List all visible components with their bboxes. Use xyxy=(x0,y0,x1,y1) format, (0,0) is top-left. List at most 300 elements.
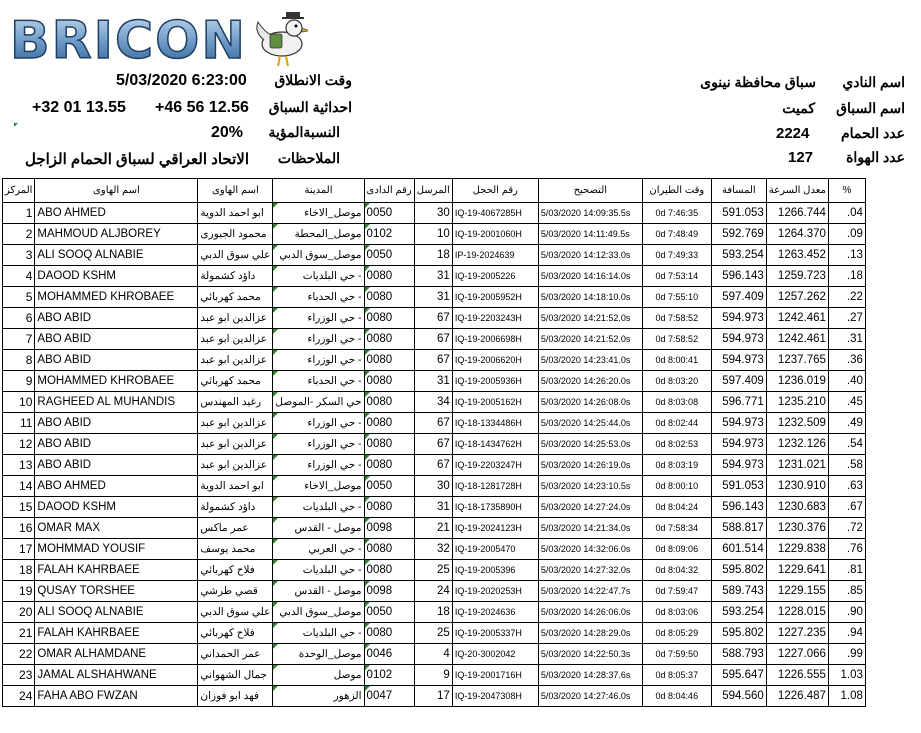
col-sent: المرسل xyxy=(414,179,452,203)
table-row xyxy=(3,518,866,539)
city-cell: موصل_الاخاء xyxy=(273,476,364,497)
fancier-name-ar-cell: عزالدين ابو عبد xyxy=(198,413,273,434)
corrected-time-cell: 5/03/2020 14:09:35.5s xyxy=(538,203,642,224)
col-rank: المركز xyxy=(3,179,35,203)
flight-time-cell: 0d 8:09:06 xyxy=(642,539,711,560)
city-cell: - حي العربي xyxy=(273,539,364,560)
club-number-cell: 0080 xyxy=(364,266,414,287)
speed-cell: 1232.509 xyxy=(766,413,828,434)
corrected-time-cell: 5/03/2020 14:21:52.0s xyxy=(538,329,642,350)
corrected-time-cell: 5/03/2020 14:28:29.0s xyxy=(538,623,642,644)
city-cell: - حي الوزراء xyxy=(273,455,364,476)
fancier-name-en-cell: MOHAMMED KHROBAEE xyxy=(35,371,198,392)
flight-time-cell: 0d 7:48:49 xyxy=(642,224,711,245)
fancier-name-en-cell: OMAR ALHAMDANE xyxy=(35,644,198,665)
table-row xyxy=(3,329,866,350)
rank-cell: 20 xyxy=(3,602,35,623)
percent-cell: .45 xyxy=(828,392,865,413)
rank-cell: 12 xyxy=(3,434,35,455)
fancier-name-en-cell: ALI SOOQ ALNABIE xyxy=(35,245,198,266)
sent-count-cell: 67 xyxy=(414,413,452,434)
col-name-ar: اسم الهاوى xyxy=(198,179,273,203)
distance-cell: 594.560 xyxy=(711,686,766,707)
distance-cell: 595.802 xyxy=(711,623,766,644)
city-cell: - حي البلديات xyxy=(273,560,364,581)
rank-cell: 8 xyxy=(3,350,35,371)
distance-cell: 591.053 xyxy=(711,476,766,497)
distance-cell: 601.514 xyxy=(711,539,766,560)
corrected-time-cell: 5/03/2020 14:23:10.5s xyxy=(538,476,642,497)
rank-cell: 1 xyxy=(3,203,35,224)
rank-cell: 21 xyxy=(3,623,35,644)
table-row xyxy=(3,665,866,686)
results-table xyxy=(2,178,866,707)
fancier-name-ar-cell: جمال الشهواني xyxy=(198,665,273,686)
club-number-cell: 0050 xyxy=(364,602,414,623)
fancier-name-en-cell: MOHMMAD YOUSIF xyxy=(35,539,198,560)
pigeon-icon xyxy=(257,12,308,66)
ring-number-cell: IQ-20-3002042 xyxy=(452,644,538,665)
flight-time-cell: 0d 8:03:19 xyxy=(642,455,711,476)
rank-cell: 19 xyxy=(3,581,35,602)
rank-cell: 14 xyxy=(3,476,35,497)
city-cell: - حي الوزراء xyxy=(273,434,364,455)
rank-cell: 10 xyxy=(3,392,35,413)
table-row xyxy=(3,644,866,665)
city-cell: الزهور xyxy=(273,686,364,707)
sent-count-cell: 18 xyxy=(414,602,452,623)
rank-cell: 7 xyxy=(3,329,35,350)
distance-cell: 594.973 xyxy=(711,308,766,329)
corrected-time-cell: 5/03/2020 14:22:50.3s xyxy=(538,644,642,665)
flight-time-cell: 0d 7:46:35 xyxy=(642,203,711,224)
launch-time-label: وقت الانطلاق xyxy=(274,72,352,88)
percent-cell: .36 xyxy=(828,350,865,371)
city-cell: موصل - القدس xyxy=(273,518,364,539)
club-name-value: سباق محافظة نينوى xyxy=(700,74,816,90)
speed-cell: 1229.155 xyxy=(766,581,828,602)
fancier-name-ar-cell: ابو احمد الدوية xyxy=(198,203,273,224)
coords-label: احداثية السباق xyxy=(268,99,352,115)
distance-cell: 593.254 xyxy=(711,602,766,623)
speed-cell: 1229.838 xyxy=(766,539,828,560)
fancier-name-ar-cell: فهد ابو فوزان xyxy=(198,686,273,707)
ring-number-cell: IQ-19-2203243H xyxy=(452,308,538,329)
fancier-name-en-cell: ABO ABID xyxy=(35,455,198,476)
table-row xyxy=(3,413,866,434)
flight-time-cell: 0d 8:03:20 xyxy=(642,371,711,392)
col-percent: % xyxy=(828,179,865,203)
fancier-name-en-cell: RAGHEED AL MUHANDIS xyxy=(35,392,198,413)
corrected-time-cell: 5/03/2020 14:11:49.5s xyxy=(538,224,642,245)
fancier-name-en-cell: JAMAL ALSHAHWANE xyxy=(35,665,198,686)
col-club-no: رقم الدادى xyxy=(364,179,414,203)
distance-cell: 597.409 xyxy=(711,287,766,308)
rank-cell: 23 xyxy=(3,665,35,686)
ring-number-cell: IQ-19-2005396 xyxy=(452,560,538,581)
club-number-cell: 0047 xyxy=(364,686,414,707)
rank-cell: 18 xyxy=(3,560,35,581)
city-cell: - حي الوزراء xyxy=(273,308,364,329)
notes-value: الاتحاد العراقي لسباق الحمام الزاجل xyxy=(24,151,249,168)
coords-lon-value: +46 56 12.56 xyxy=(155,99,249,116)
sent-count-cell: 31 xyxy=(414,287,452,308)
launch-time-value: 5/03/2020 6:23:00 xyxy=(116,72,247,89)
corrected-time-cell: 5/03/2020 14:27:32.0s xyxy=(538,560,642,581)
note-marker xyxy=(14,123,18,127)
city-cell: موصل_الاخاء xyxy=(273,203,364,224)
club-number-cell: 0080 xyxy=(364,497,414,518)
fancier-name-en-cell: ABO ABID xyxy=(35,350,198,371)
table-row xyxy=(3,581,866,602)
sent-count-cell: 30 xyxy=(414,476,452,497)
corrected-time-cell: 5/03/2020 14:26:20.0s xyxy=(538,371,642,392)
rank-cell: 3 xyxy=(3,245,35,266)
percent-cell: .58 xyxy=(828,455,865,476)
ring-number-cell: IQ-19-2024636 xyxy=(452,602,538,623)
col-city: المدينة xyxy=(273,179,364,203)
rank-cell: 13 xyxy=(3,455,35,476)
percent-cell: .18 xyxy=(828,266,865,287)
flight-time-cell: 0d 8:02:44 xyxy=(642,413,711,434)
ring-number-cell: IQ-19-2020253H xyxy=(452,581,538,602)
club-number-cell: 0098 xyxy=(364,581,414,602)
table-row xyxy=(3,560,866,581)
sent-count-cell: 67 xyxy=(414,455,452,476)
ring-number-cell: IQ-18-1334486H xyxy=(452,413,538,434)
city-cell: - حي الحدباء xyxy=(273,287,364,308)
distance-cell: 596.143 xyxy=(711,497,766,518)
ring-number-cell: IQ-19-2005337H xyxy=(452,623,538,644)
percent-cell: .99 xyxy=(828,644,865,665)
club-name-label: اسم النادي xyxy=(842,74,905,90)
speed-cell: 1263.452 xyxy=(766,245,828,266)
speed-cell: 1230.910 xyxy=(766,476,828,497)
fancier-name-ar-cell: ابو احمد الدوية xyxy=(198,476,273,497)
percent-cell: .81 xyxy=(828,560,865,581)
speed-cell: 1236.019 xyxy=(766,371,828,392)
fancier-name-ar-cell: عزالدين ابو عبد xyxy=(198,455,273,476)
fancier-name-en-cell: ABO AHMED xyxy=(35,203,198,224)
distance-cell: 597.409 xyxy=(711,371,766,392)
fancier-name-en-cell: OMAR MAX xyxy=(35,518,198,539)
city-cell: موصل_المحطة xyxy=(273,224,364,245)
sent-count-cell: 25 xyxy=(414,560,452,581)
flight-time-cell: 0d 7:53:14 xyxy=(642,266,711,287)
percent-cell: .49 xyxy=(828,413,865,434)
corrected-time-cell: 5/03/2020 14:23:41.0s xyxy=(538,350,642,371)
table-row xyxy=(3,350,866,371)
sent-count-cell: 34 xyxy=(414,392,452,413)
city-cell: موصل_سوق الدبي xyxy=(273,245,364,266)
percent-cell: .85 xyxy=(828,581,865,602)
sent-count-cell: 32 xyxy=(414,539,452,560)
col-corrected: التصحيح xyxy=(538,179,642,203)
speed-cell: 1235.210 xyxy=(766,392,828,413)
race-name-label: اسم السباق xyxy=(836,100,905,116)
ring-number-cell: IP-19-2024639 xyxy=(452,245,538,266)
sent-count-cell: 9 xyxy=(414,665,452,686)
club-number-cell: 0080 xyxy=(364,392,414,413)
notes-label: الملاحظات xyxy=(277,150,340,166)
city-cell: موصل - القدس xyxy=(273,581,364,602)
fancier-name-en-cell: FALAH KAHRBAEE xyxy=(35,560,198,581)
flight-time-cell: 0d 7:58:52 xyxy=(642,308,711,329)
ring-number-cell: IQ-19-2005226 xyxy=(452,266,538,287)
flight-time-cell: 0d 7:58:34 xyxy=(642,518,711,539)
speed-cell: 1231.021 xyxy=(766,455,828,476)
city-cell: - حي الحدباء xyxy=(273,371,364,392)
distance-cell: 594.973 xyxy=(711,329,766,350)
coords-lat-value: +32 01 13.55 xyxy=(32,99,126,116)
flight-time-cell: 0d 7:59:50 xyxy=(642,644,711,665)
rank-cell: 22 xyxy=(3,644,35,665)
club-number-cell: 0102 xyxy=(364,665,414,686)
percent-cell: .13 xyxy=(828,245,865,266)
speed-cell: 1230.683 xyxy=(766,497,828,518)
corrected-time-cell: 5/03/2020 14:26:08.0s xyxy=(538,392,642,413)
fancier-name-ar-cell: فلاح كهربائي xyxy=(198,560,273,581)
distance-cell: 596.771 xyxy=(711,392,766,413)
city-cell: - حي الوزراء xyxy=(273,350,364,371)
rank-cell: 5 xyxy=(3,287,35,308)
flight-time-cell: 0d 8:04:32 xyxy=(642,560,711,581)
fancier-name-ar-cell: محمد يوسف xyxy=(198,539,273,560)
fancier-name-en-cell: ABO ABID xyxy=(35,413,198,434)
city-cell: موصل_سوق الدبي xyxy=(273,602,364,623)
fancier-name-en-cell: ABO AHMED xyxy=(35,476,198,497)
corrected-time-cell: 5/03/2020 14:25:44.0s xyxy=(538,413,642,434)
city-cell: موصل_الوحدة xyxy=(273,644,364,665)
club-number-cell: 0080 xyxy=(364,371,414,392)
logo-text: BRICON xyxy=(10,11,247,68)
city-cell: - حي البلديات xyxy=(273,266,364,287)
rank-cell: 6 xyxy=(3,308,35,329)
distance-cell: 592.769 xyxy=(711,224,766,245)
rank-cell: 4 xyxy=(3,266,35,287)
corrected-time-cell: 5/03/2020 14:21:52.0s xyxy=(538,308,642,329)
table-row xyxy=(3,308,866,329)
speed-cell: 1242.461 xyxy=(766,329,828,350)
fancier-name-en-cell: MOHAMMED KHROBAEE xyxy=(35,287,198,308)
corrected-time-cell: 5/03/2020 14:18:10.0s xyxy=(538,287,642,308)
rank-cell: 17 xyxy=(3,539,35,560)
flight-time-cell: 0d 7:59:47 xyxy=(642,581,711,602)
col-ring: رقم الحجل xyxy=(452,179,538,203)
flight-time-cell: 0d 7:49:33 xyxy=(642,245,711,266)
table-row xyxy=(3,623,866,644)
speed-cell: 1237.765 xyxy=(766,350,828,371)
ring-number-cell: IQ-19-2203247H xyxy=(452,455,538,476)
ring-number-cell: IQ-19-2001060H xyxy=(452,224,538,245)
percent-cell: .67 xyxy=(828,497,865,518)
sent-count-cell: 30 xyxy=(414,203,452,224)
fancier-name-en-cell: DAOOD KSHM xyxy=(35,266,198,287)
corrected-time-cell: 5/03/2020 14:22:47.7s xyxy=(538,581,642,602)
sent-count-cell: 67 xyxy=(414,329,452,350)
club-number-cell: 0050 xyxy=(364,476,414,497)
corrected-time-cell: 5/03/2020 14:27:24.0s xyxy=(538,497,642,518)
fancier-name-en-cell: DAOOD KSHM xyxy=(35,497,198,518)
ring-number-cell: IQ-18-1434762H xyxy=(452,434,538,455)
sent-count-cell: 31 xyxy=(414,371,452,392)
corrected-time-cell: 5/03/2020 14:26:06.0s xyxy=(538,602,642,623)
fancier-name-ar-cell: عمر ماكس xyxy=(198,518,273,539)
distance-cell: 595.647 xyxy=(711,665,766,686)
club-number-cell: 0050 xyxy=(364,203,414,224)
sent-count-cell: 4 xyxy=(414,644,452,665)
flight-time-cell: 0d 8:03:08 xyxy=(642,392,711,413)
flight-time-cell: 0d 7:55:10 xyxy=(642,287,711,308)
rank-cell: 16 xyxy=(3,518,35,539)
speed-cell: 1226.555 xyxy=(766,665,828,686)
ring-number-cell: IQ-19-2006698H xyxy=(452,329,538,350)
fancier-name-ar-cell: قصي طرشي xyxy=(198,581,273,602)
fanciers-count-label: عدد الهواة xyxy=(846,149,905,165)
table-row xyxy=(3,266,866,287)
ring-number-cell: IQ-19-2001716H xyxy=(452,665,538,686)
sent-count-cell: 10 xyxy=(414,224,452,245)
distance-cell: 594.973 xyxy=(711,434,766,455)
club-number-cell: 0080 xyxy=(364,539,414,560)
table-row xyxy=(3,245,866,266)
club-number-cell: 0080 xyxy=(364,560,414,581)
sent-count-cell: 21 xyxy=(414,518,452,539)
distance-cell: 596.143 xyxy=(711,266,766,287)
flight-time-cell: 0d 8:02:53 xyxy=(642,434,711,455)
percent-cell: 1.08 xyxy=(828,686,865,707)
fancier-name-en-cell: QUSAY TORSHEE xyxy=(35,581,198,602)
flight-time-cell: 0d 8:05:37 xyxy=(642,665,711,686)
distance-cell: 588.793 xyxy=(711,644,766,665)
table-row xyxy=(3,497,866,518)
flight-time-cell: 0d 8:00:41 xyxy=(642,350,711,371)
distance-cell: 589.743 xyxy=(711,581,766,602)
percent-cell: .54 xyxy=(828,434,865,455)
club-number-cell: 0080 xyxy=(364,308,414,329)
corrected-time-cell: 5/03/2020 14:12:33.0s xyxy=(538,245,642,266)
percent-cell: .63 xyxy=(828,476,865,497)
table-row xyxy=(3,686,866,707)
club-number-cell: 0080 xyxy=(364,455,414,476)
fancier-name-ar-cell: عزالدين ابو عبد xyxy=(198,329,273,350)
city-cell: - حي الوزراء xyxy=(273,329,364,350)
table-row xyxy=(3,224,866,245)
club-number-cell: 0080 xyxy=(364,623,414,644)
race-name-value: كميت xyxy=(782,100,815,116)
percent-cell: .94 xyxy=(828,623,865,644)
city-cell: - حي البلديات xyxy=(273,623,364,644)
flight-time-cell: 0d 8:04:46 xyxy=(642,686,711,707)
speed-cell: 1228.015 xyxy=(766,602,828,623)
ring-number-cell: IQ-19-2005936H xyxy=(452,371,538,392)
corrected-time-cell: 5/03/2020 14:28:37.6s xyxy=(538,665,642,686)
percent-cell: .31 xyxy=(828,329,865,350)
club-number-cell: 0080 xyxy=(364,350,414,371)
fancier-name-ar-cell: علي سوق الدبي xyxy=(198,602,273,623)
sent-count-cell: 25 xyxy=(414,623,452,644)
ratio-label: النسبةالمؤية xyxy=(268,124,340,140)
sent-count-cell: 67 xyxy=(414,350,452,371)
col-distance: المسافة xyxy=(711,179,766,203)
flight-time-cell: 0d 8:03:06 xyxy=(642,602,711,623)
speed-cell: 1257.262 xyxy=(766,287,828,308)
sent-count-cell: 67 xyxy=(414,434,452,455)
bricon-logo xyxy=(8,6,308,68)
distance-cell: 591.053 xyxy=(711,203,766,224)
city-cell: حي السكر -الموصل xyxy=(273,392,364,413)
table-row xyxy=(3,371,866,392)
col-name-en: اسم الهاوى xyxy=(35,179,198,203)
percent-cell: .72 xyxy=(828,518,865,539)
city-cell: - حي الوزراء xyxy=(273,413,364,434)
rank-cell: 24 xyxy=(3,686,35,707)
percent-cell: .22 xyxy=(828,287,865,308)
fancier-name-ar-cell: محمد كهربائي xyxy=(198,371,273,392)
speed-cell: 1242.461 xyxy=(766,308,828,329)
rank-cell: 9 xyxy=(3,371,35,392)
club-number-cell: 0080 xyxy=(364,413,414,434)
club-number-cell: 0080 xyxy=(364,434,414,455)
fanciers-count-value: 127 xyxy=(788,149,814,166)
percent-cell: .40 xyxy=(828,371,865,392)
table-row xyxy=(3,287,866,308)
fancier-name-ar-cell: عزالدين ابو عبد xyxy=(198,308,273,329)
sent-count-cell: 31 xyxy=(414,497,452,518)
fancier-name-en-cell: ABO ABID xyxy=(35,308,198,329)
flight-time-cell: 0d 8:05:29 xyxy=(642,623,711,644)
club-number-cell: 0098 xyxy=(364,518,414,539)
rank-cell: 15 xyxy=(3,497,35,518)
sent-count-cell: 31 xyxy=(414,266,452,287)
table-row xyxy=(3,455,866,476)
fancier-name-en-cell: ABO ABID xyxy=(35,434,198,455)
distance-cell: 594.973 xyxy=(711,455,766,476)
ring-number-cell: IQ-19-2005162H xyxy=(452,392,538,413)
table-row xyxy=(3,602,866,623)
club-number-cell: 0046 xyxy=(364,644,414,665)
club-number-cell: 0102 xyxy=(364,224,414,245)
pigeons-count-label: عدد الحمام xyxy=(840,125,905,141)
sent-count-cell: 67 xyxy=(414,308,452,329)
table-row xyxy=(3,203,866,224)
table-row xyxy=(3,539,866,560)
corrected-time-cell: 5/03/2020 14:27:46.0s xyxy=(538,686,642,707)
distance-cell: 595.802 xyxy=(711,560,766,581)
percent-cell: .27 xyxy=(828,308,865,329)
table-header-row xyxy=(3,179,866,203)
speed-cell: 1232.126 xyxy=(766,434,828,455)
fancier-name-en-cell: ABO ABID xyxy=(35,329,198,350)
speed-cell: 1259.723 xyxy=(766,266,828,287)
rank-cell: 2 xyxy=(3,224,35,245)
sent-count-cell: 17 xyxy=(414,686,452,707)
ring-number-cell: IQ-18-1281728H xyxy=(452,476,538,497)
speed-cell: 1227.066 xyxy=(766,644,828,665)
distance-cell: 594.973 xyxy=(711,413,766,434)
rank-cell: 11 xyxy=(3,413,35,434)
fancier-name-en-cell: FAHA ABO FWZAN xyxy=(35,686,198,707)
col-speed: معدل السرعة xyxy=(766,179,828,203)
percent-cell: .09 xyxy=(828,224,865,245)
ring-number-cell: IQ-19-2005470 xyxy=(452,539,538,560)
fancier-name-ar-cell: عزالدين ابو عبد xyxy=(198,434,273,455)
ratio-value: 20% xyxy=(211,124,244,141)
percent-cell: .04 xyxy=(828,203,865,224)
corrected-time-cell: 5/03/2020 14:21:34.0s xyxy=(538,518,642,539)
fancier-name-en-cell: MAHMOUD ALJBOREY xyxy=(35,224,198,245)
ring-number-cell: IQ-19-2006620H xyxy=(452,350,538,371)
